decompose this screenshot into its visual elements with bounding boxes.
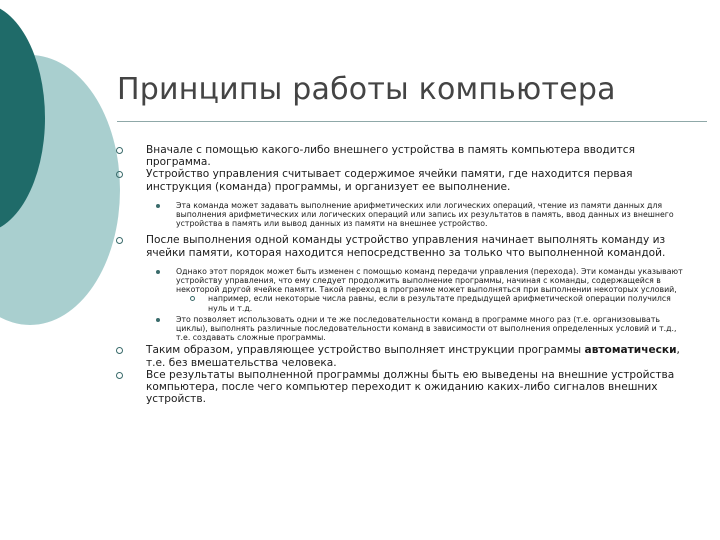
bullet-text-before: Таким образом, управляющее устройство выполняет инструкции программы xyxy=(146,344,585,357)
bullet-text: Вначале с помощью какого-либо внешнего устройства в память компьютера вводится программа. xyxy=(146,144,635,169)
decorative-corner-shapes xyxy=(0,0,120,330)
bullet-item xyxy=(110,369,690,406)
hollow-circle-bullet-icon xyxy=(116,372,123,379)
hollow-circle-bullet-icon xyxy=(116,147,123,154)
hollow-circle-bullet-icon xyxy=(190,296,195,301)
hollow-circle-bullet-icon xyxy=(116,237,123,244)
title-divider xyxy=(117,121,707,122)
bullet-text-after: , т.е. без вмешательства человека. xyxy=(146,344,680,369)
bullet-text: Все результаты выполненной программы должны быть ею выведены на внешние устройства компьютера, после чего компьютер переходит к ожиданию каких-либо сигналов внешних устройств. xyxy=(146,368,675,406)
bullet-text: Устройство управления считывает содержимое ячейки памяти, где находится первая инструкция (команда) программы, и организует ее выполнение. xyxy=(146,168,633,193)
hollow-circle-bullet-icon xyxy=(116,347,123,354)
dot-bullet-icon xyxy=(156,204,160,208)
bullet-item xyxy=(110,234,690,258)
bullet-text: После выполнения одной команды устройство управления начинает выполнять команду из ячейки памяти, которая находится непосредственно за только что выполненной командой. xyxy=(146,234,666,259)
bullet-text: Эта команда может задавать выполнение арифметических или логических операций, чтение из памяти данных для выполнения арифметических или логических операций или запись их результатов в память, ввод данных из внешнего устройства в память или вывод данных из памяти на внешнее устройство. xyxy=(176,200,674,229)
slide-body xyxy=(110,144,690,405)
bullet-item xyxy=(110,344,690,368)
sub-bullet-item xyxy=(110,267,690,295)
sub-bullet-item xyxy=(110,315,690,343)
bullet-item xyxy=(110,168,690,192)
bullet-text-bold: автоматически xyxy=(584,344,677,357)
bullet-item xyxy=(110,144,690,168)
bullet-text: Однако этот порядок может быть изменен с помощью команд передачи управления (перехода). Эти команды указывают устройству управления, что ему следует продолжить выполнение программы, начиная с команды, содержащейся в некоторой другой ячейке памяти. Такой переход в программе может выполняться при выполнении некоторых условий, xyxy=(176,266,683,295)
sub-sub-bullet-item xyxy=(110,294,690,312)
hollow-circle-bullet-icon xyxy=(116,171,123,178)
dot-bullet-icon xyxy=(156,318,160,322)
dot-bullet-icon xyxy=(156,270,160,274)
sub-bullet-item xyxy=(110,201,690,229)
bullet-text: например, если некоторые числа равны, если в результате предыдущей арифметической операции получился нуль и т.д. xyxy=(208,294,671,313)
bullet-text: Это позволяет использовать одни и те же последовательности команд в программе много раз (т.е. организовывать циклы), выполнять различные последовательности команд в зависимости от выполнения определенных условий и т.д., т.е. создавать сложные программы. xyxy=(176,314,677,343)
slide-title: Принципы работы компьютера xyxy=(117,72,616,107)
